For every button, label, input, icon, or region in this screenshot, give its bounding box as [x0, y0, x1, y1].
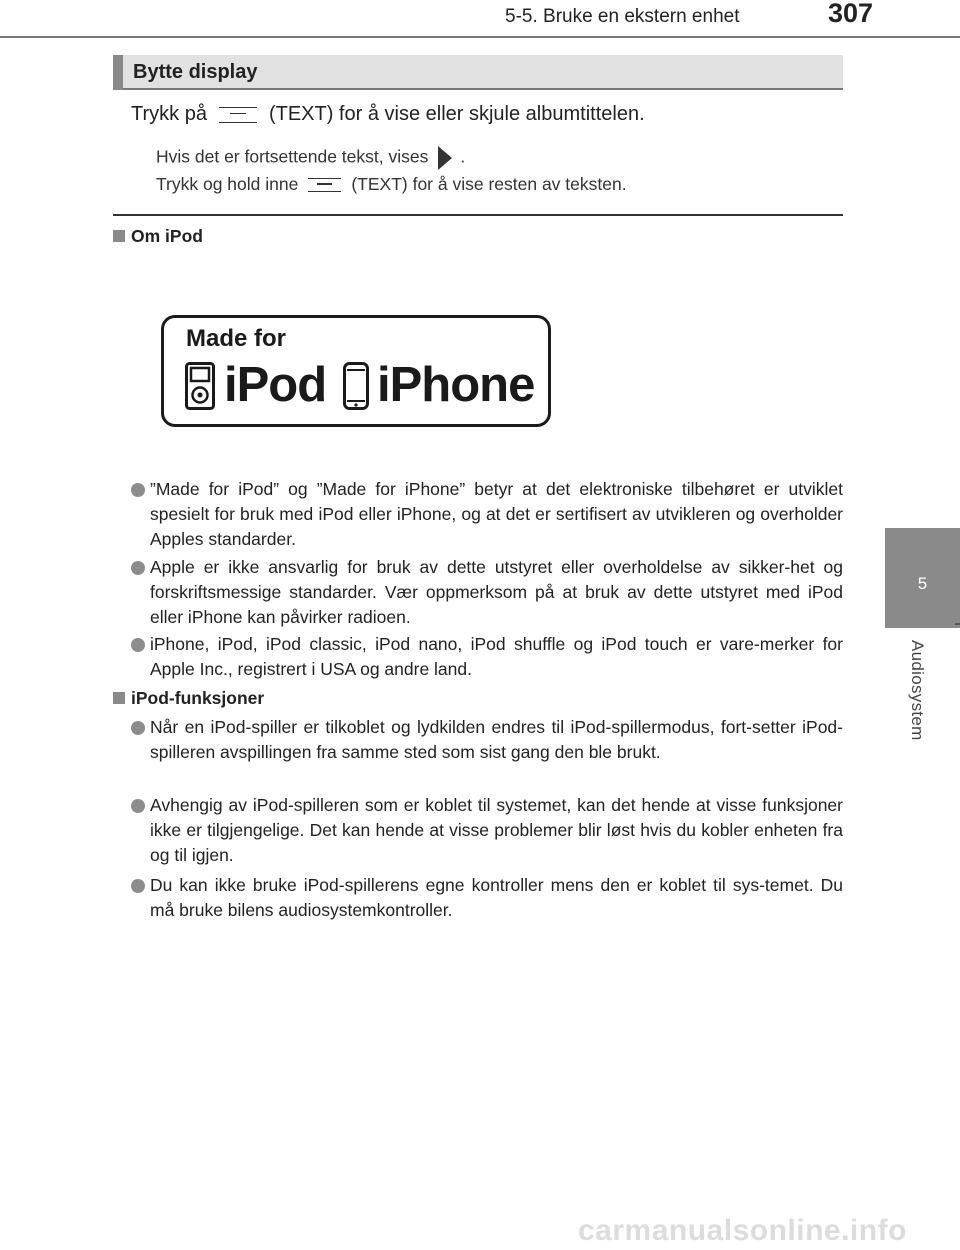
- running-header-section: 5-5. Bruke en ekstern enhet: [505, 6, 740, 27]
- note-text-after: .: [460, 146, 466, 167]
- iphone-device-icon: [343, 362, 369, 410]
- hold-text-after: (TEXT) for å vise resten av teksten.: [351, 174, 627, 194]
- bullet-dot-icon: [131, 799, 145, 813]
- subheading-about-ipod-text: Om iPod: [131, 226, 203, 246]
- instruction-text-before: Trykk på: [131, 103, 207, 125]
- list-item-text: ”Made for iPod” og ”Made for iPhone” betyr at det elektroniske tilbehøret er utviklet spesielt for bruk med iPod eller iPhone, og at det er sertifisert av utvikleren og overholder Apples standarder.: [150, 479, 843, 549]
- page-number: 307: [828, 0, 874, 28]
- list-item-text: Apple er ikke ansvarlig for bruk av dette utstyret eller overholdelse av sikker-het og forskriftsmessige standarder. Vær oppmerksom på at bruk av dette utstyret med iPod eller iPhone kan påvirker radioen.: [150, 557, 843, 627]
- list-item: [131, 632, 843, 682]
- list-item-text: iPhone, iPod, iPod classic, iPod nano, iPod shuffle og iPod touch er vare-merker for Apple Inc., registrert i USA og andre land.: [150, 634, 843, 679]
- square-bullet-icon: [113, 692, 125, 704]
- continuing-text-note: [156, 146, 465, 170]
- text-button-icon: [308, 178, 341, 192]
- note-text-before: Hvis det er fortsettende tekst, vises: [156, 146, 429, 167]
- chapter-number: 5: [917, 574, 928, 593]
- hold-text-before: Trykk og hold inne: [156, 174, 299, 194]
- list-item: [131, 715, 843, 765]
- subheading-ipod-functions-text: iPod-funksjoner: [131, 688, 265, 708]
- list-item-text: Avhengig av iPod-spilleren som er koblet til systemet, kan det hende at visse funksjoner ikke er tilgjengelige. Det kan hende at visse problemer blir løst hvis du kobler enheten fra og til igjen.: [150, 795, 843, 865]
- ipod-device-icon: [185, 362, 215, 410]
- logo-ipod-text: iPod: [224, 358, 327, 412]
- chapter-title: Audiosystem: [908, 640, 927, 741]
- bullet-dot-icon: [131, 483, 145, 497]
- hold-text-note: [156, 174, 627, 195]
- subheading-ipod-functions: [113, 688, 264, 709]
- bullet-dot-icon: [131, 561, 145, 575]
- bullet-dot-icon: [131, 721, 145, 735]
- bullet-dot-icon: [131, 879, 145, 893]
- switch-display-instruction: [131, 103, 645, 126]
- text-button-icon: [219, 107, 257, 123]
- list-item: [131, 793, 843, 868]
- list-item-text: Du kan ikke bruke iPod-spillerens egne kontroller mens den er koblet til sys-temet. Du må bruke bilens audiosystemkontroller.: [150, 875, 843, 920]
- list-item: [131, 873, 843, 923]
- watermark: carmanualsonline.info: [578, 1214, 907, 1247]
- bullet-dot-icon: [131, 638, 145, 652]
- section-title: Bytte display: [133, 61, 258, 83]
- list-item: [131, 555, 843, 630]
- section-header-accent: [113, 55, 123, 90]
- header-rule: [0, 36, 960, 38]
- section-divider: [113, 214, 843, 216]
- logo-iphone-text: iPhone: [377, 358, 535, 412]
- list-item: [131, 477, 843, 552]
- chapter-tab-tick: [955, 623, 960, 625]
- subheading-about-ipod: [113, 226, 203, 247]
- instruction-text-after: (TEXT) for å vise eller skjule albumtittelen.: [268, 103, 645, 125]
- logo-made-for-text: Made for: [186, 325, 287, 352]
- square-bullet-icon: [113, 230, 125, 242]
- continue-arrow-icon: [438, 146, 452, 170]
- list-item-text: Når en iPod-spiller er tilkoblet og lydkilden endres til iPod-spillermodus, fort-setter iPod-spilleren avspillingen fra samme sted som sist gang den ble brukt.: [150, 717, 843, 762]
